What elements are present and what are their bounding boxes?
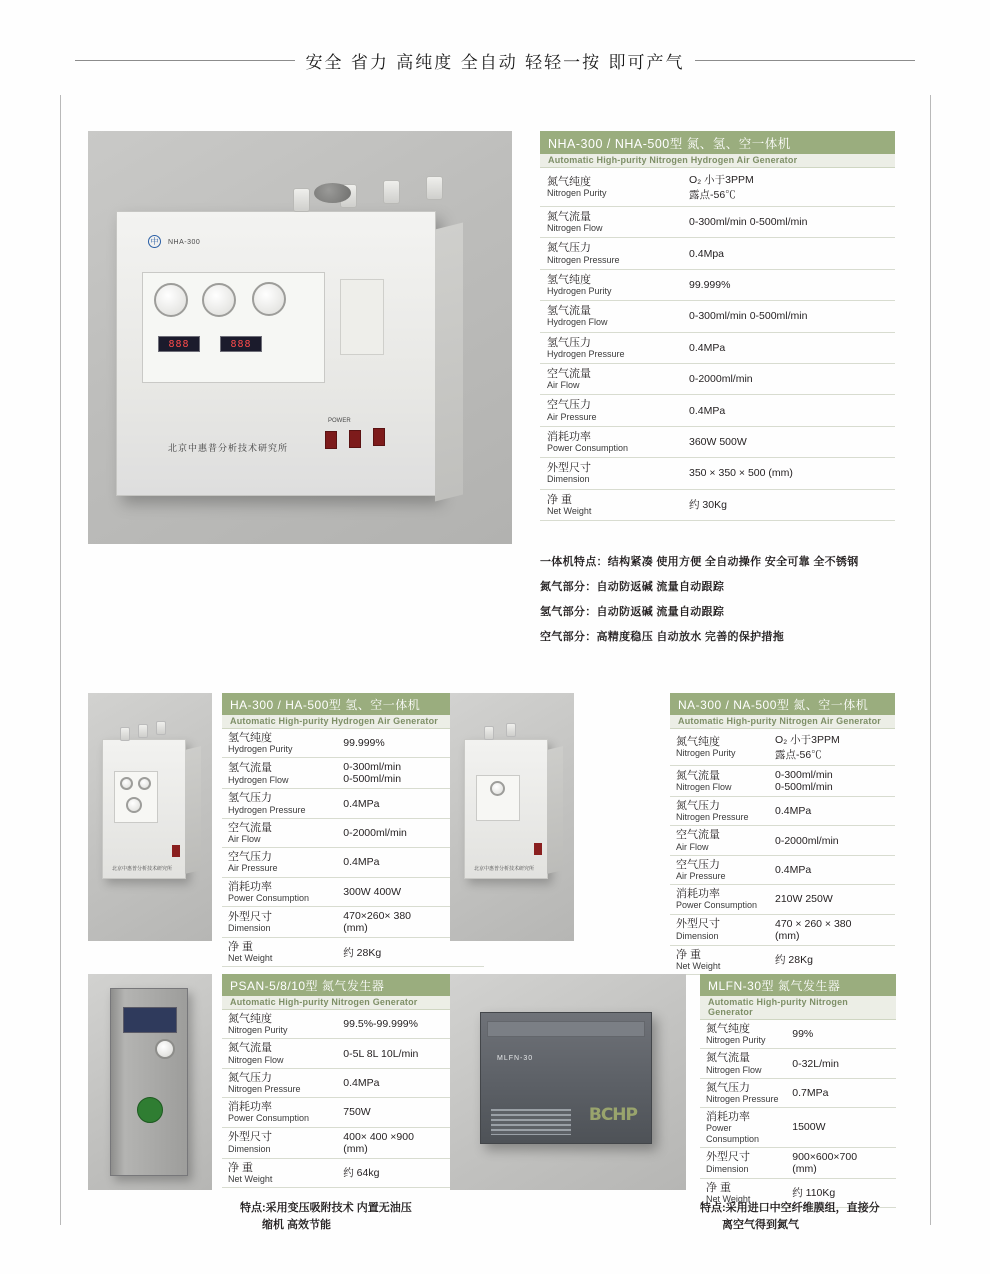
spec-row-value: 99.999% [337, 729, 484, 758]
spec-title: HA-300 / HA-500型 氢、空一体机 [222, 693, 484, 715]
spec-row-label [700, 1108, 786, 1147]
spec-label-cn: 氢气纯度 [547, 273, 591, 286]
header-rule-right [695, 60, 915, 61]
na-photo-brand: 北京中惠普分析技术研究所 [474, 866, 535, 872]
spec-label-en: Net Weight [228, 953, 273, 964]
spec-row-label [540, 395, 682, 426]
mlfn-top-strip [487, 1021, 645, 1037]
spec-label-cn: 空气压力 [228, 851, 272, 864]
spec-label-en: Nitrogen Purity [228, 1025, 288, 1036]
spec-subtitle: Automatic High-purity Nitrogen Hydrogen Air Generator [540, 154, 895, 168]
spec-row-value: 1500W [786, 1108, 896, 1147]
spec-row-value: 0.4MPa [337, 789, 484, 818]
pressure-gauge-icon [202, 283, 236, 317]
spec-label-cn: 消耗功率 [676, 888, 720, 901]
spec-label-en: Hydrogen Purity [547, 286, 612, 297]
spec-row [222, 1010, 484, 1039]
spec-row-value: 0.4MPa [337, 848, 484, 877]
spec-label-cn: 空气压力 [547, 399, 591, 412]
spec-row [222, 758, 484, 789]
left-margin-rule [60, 95, 61, 1225]
spec-row-value: 0-2000ml/min [337, 818, 484, 847]
spec-row-label [540, 458, 682, 489]
spec-label-en: Net Weight [547, 505, 592, 516]
pressure-gauge-icon [138, 777, 151, 790]
gas-port-icon [120, 727, 130, 741]
spec-label-en: Power Consumption [228, 892, 310, 903]
spec-row [222, 1127, 484, 1158]
spec-label-en: Dimension [706, 1163, 749, 1174]
spec-row-label [540, 269, 682, 300]
main-product-photo [88, 131, 512, 544]
spec-label-cn: 消耗功率 [547, 430, 591, 443]
spec-row-label [222, 1039, 337, 1068]
ha-photo-brand: 北京中惠普分析技术研究所 [112, 866, 173, 872]
spec-label-en: Power Consumption [228, 1113, 310, 1124]
spec-row [700, 1020, 896, 1049]
spec-row [670, 914, 895, 945]
spec-label-en: Nitrogen Pressure [228, 1084, 301, 1095]
spec-label-cn: 消耗功率 [706, 1111, 750, 1124]
spec-row [540, 301, 895, 332]
header-rule-left [75, 60, 295, 61]
spec-label-cn: 外型尺寸 [228, 1131, 272, 1144]
spec-label-en: Dimension [676, 930, 719, 941]
power-switch-icon [172, 845, 180, 857]
spec-row-label [222, 877, 337, 906]
spec-row-label [540, 301, 682, 332]
spec-row-value: 0-2000ml/min [682, 363, 895, 394]
spec-label-cn: 净 重 [228, 940, 254, 953]
spec-row-label [222, 1158, 337, 1187]
ha-product-photo [88, 693, 212, 941]
spec-title: PSAN-5/8/10型 氮气发生器 [222, 974, 484, 996]
spec-label-cn: 氮气压力 [547, 242, 591, 255]
spec-row-value: 99% [786, 1020, 896, 1049]
spec-label-cn: 氮气压力 [676, 800, 720, 812]
spec-label-en: Air Pressure [228, 863, 278, 874]
spec-rows [222, 1010, 484, 1188]
power-switch-icon [373, 428, 385, 446]
spec-row [540, 269, 895, 300]
mlfn-note-line1: 特点:采用进口中空纤维膜组，直接分 [700, 1202, 880, 1214]
spec-label-en: Nitrogen Flow [547, 223, 603, 234]
spec-row-value: 0.4MPa [769, 855, 895, 884]
spec-row-label [540, 332, 682, 363]
spec-row-value: 约 110Kg [786, 1178, 896, 1207]
pressure-gauge-icon [126, 797, 142, 813]
spec-label-cn: 外型尺寸 [706, 1151, 750, 1164]
spec-row-value: 350 × 350 × 500 (mm) [682, 458, 895, 489]
spec-row-value: 300W 400W [337, 877, 484, 906]
spec-row [700, 1108, 896, 1147]
spec-row-label [540, 489, 682, 520]
spec-row [540, 458, 895, 489]
spec-label-cn: 氢气压力 [547, 336, 591, 349]
spec-label-cn: 外型尺寸 [547, 462, 591, 475]
spec-row-label [540, 168, 682, 207]
spec-row-value: 0.4MPa [682, 332, 895, 363]
spec-title: NHA-300 / NHA-500型 氮、氢、空一体机 [540, 131, 895, 154]
psan-note [240, 1200, 490, 1233]
spec-subtitle: Automatic High-purity Hydrogen Air Generator [222, 715, 484, 729]
spec-label-cn: 氮气流量 [706, 1052, 750, 1065]
mlfn-note-line2: 离空气得到氮气 [722, 1218, 799, 1231]
spec-label-cn: 消耗功率 [228, 880, 272, 893]
spec-row-value: 99.5%-99.999% [337, 1010, 484, 1039]
spec-rows [670, 729, 895, 975]
spec-label-en: Nitrogen Pressure [706, 1094, 779, 1105]
spec-label-cn: 净 重 [228, 1161, 254, 1174]
spec-rows [540, 168, 895, 521]
spec-row-value: O₂ 小于3PPM 露点-56℃ [769, 729, 895, 766]
psan-display [123, 1007, 177, 1033]
spec-label-cn: 空气压力 [676, 858, 720, 871]
spec-label-cn: 净 重 [676, 948, 702, 961]
spec-label-en: Nitrogen Purity [706, 1035, 766, 1046]
gas-port-icon [156, 721, 166, 735]
company-logo-icon: 中 [148, 235, 161, 248]
spec-row [700, 1049, 896, 1078]
photo-brand-text: 北京中惠普分析技术研究所 [168, 443, 289, 453]
spec-label-cn: 氮气纯度 [547, 175, 591, 188]
spec-label-cn: 氮气流量 [547, 211, 591, 223]
spec-subtitle: Automatic High-purity Nitrogen Generator [700, 996, 896, 1020]
spec-label-cn: 氢气流量 [228, 762, 272, 775]
spec-label-en: Nitrogen Flow [228, 1054, 284, 1065]
spec-row [670, 826, 895, 855]
spec-label-en: Hydrogen Flow [547, 317, 608, 328]
spec-row-label [222, 1010, 337, 1039]
spec-row [540, 426, 895, 457]
spec-row [222, 1098, 484, 1127]
spec-row-value: 470×260× 380 (mm) [337, 906, 484, 937]
page-header [0, 48, 990, 73]
spec-row-value: 0-300ml/min 0-500ml/min [682, 207, 895, 238]
spec-row-value: 0.4MPa [682, 395, 895, 426]
spec-row-value: 约 64kg [337, 1158, 484, 1187]
spec-label-cn: 氮气流量 [228, 1042, 272, 1055]
spec-row [222, 937, 484, 966]
mlfn-model-plate: MLFN-30 [497, 1055, 534, 1062]
spec-label-cn: 外型尺寸 [228, 910, 272, 923]
power-switch-icon [325, 431, 337, 449]
spec-row [222, 789, 484, 818]
psan-spec-table [222, 974, 484, 1188]
spec-label-en: Dimension [228, 1143, 271, 1154]
spec-row-value: 900×600×700 (mm) [786, 1147, 896, 1178]
spec-subtitle: Automatic High-purity Nitrogen Generator [222, 996, 484, 1010]
panel-side-label [340, 279, 384, 355]
spec-label-en: Net Weight [676, 960, 721, 971]
spec-row-label [222, 1127, 337, 1158]
spec-label-cn: 氮气压力 [228, 1071, 272, 1084]
spec-row [222, 1039, 484, 1068]
spec-row [540, 395, 895, 426]
spec-row [670, 797, 895, 826]
spec-row [222, 1068, 484, 1097]
spec-row [670, 729, 895, 766]
power-label: POWER [328, 418, 351, 424]
spec-row [700, 1078, 896, 1107]
mlfn-note [700, 1200, 915, 1233]
mlfn-vent-grille [491, 1109, 571, 1135]
spec-label-en: Nitrogen Purity [676, 748, 736, 759]
gas-port-icon [506, 723, 516, 737]
spec-label-en: Hydrogen Purity [228, 744, 293, 755]
spec-row-value: 约 30Kg [682, 489, 895, 520]
spec-label-cn: 氮气纯度 [706, 1023, 750, 1035]
spec-label-cn: 氢气压力 [228, 792, 272, 805]
spec-label-cn: 净 重 [547, 493, 573, 506]
right-margin-rule [930, 95, 931, 1225]
spec-row-label [540, 363, 682, 394]
spec-label-en: Nitrogen Flow [676, 782, 732, 793]
spec-row-value: 约 28Kg [769, 945, 895, 974]
spec-row-value: 0-32L/min [786, 1049, 896, 1078]
spec-rows [222, 729, 484, 967]
spec-label-en: Air Pressure [676, 871, 726, 882]
feature-item: 氢气部分：自动防返碱 流量自动跟踪 [540, 606, 725, 618]
gas-port-icon [383, 180, 400, 204]
na-spec-table [670, 693, 895, 975]
power-switch-icon [534, 843, 542, 855]
spec-title: NA-300 / NA-500型 氮、空一体机 [670, 693, 895, 715]
spec-label-en: Dimension [228, 923, 271, 934]
spec-label-en: Net Weight [706, 1193, 751, 1204]
spec-row-label [700, 1020, 786, 1049]
feature-item: 氮气部分：自动防返碱 流量自动跟踪 [540, 581, 725, 593]
psan-emblem-icon [137, 1097, 163, 1123]
spec-label-en: Hydrogen Pressure [547, 348, 625, 359]
gas-port-icon [138, 724, 148, 738]
spec-row-label [670, 797, 769, 826]
spec-label-en: Power Consumption [706, 1123, 760, 1144]
spec-label-en: Air Flow [676, 841, 709, 852]
spec-row-label [670, 945, 769, 974]
spec-label-cn: 消耗功率 [228, 1101, 272, 1114]
spec-label-en: Air Flow [547, 380, 580, 391]
spec-row-value: 99.999% [682, 269, 895, 300]
spec-row [222, 818, 484, 847]
spec-row [670, 855, 895, 884]
page-headline: 安全 省力 高纯度 全自动 轻轻一按 即可产气 [305, 53, 685, 73]
spec-row-label [222, 937, 337, 966]
spec-label-cn: 氢气流量 [547, 305, 591, 318]
spec-row-label [670, 766, 769, 797]
mlfn-brand-logo: BCHP [588, 1105, 637, 1125]
main-spec-table [540, 131, 895, 521]
feature-item: 一体机特点：结构紧凑 使用方便 全自动操作 安全可靠 全不锈钢 [540, 556, 859, 568]
power-switch-icon [349, 430, 361, 448]
led-display-left: 888 [158, 336, 200, 352]
spec-row [670, 945, 895, 974]
spec-row-label [222, 848, 337, 877]
spec-label-en: Nitrogen Pressure [547, 254, 620, 265]
spec-row-value: 470 × 260 × 380 (mm) [769, 914, 895, 945]
spec-row-value: 750W [337, 1098, 484, 1127]
pressure-gauge-icon [155, 1039, 175, 1059]
spec-row [222, 877, 484, 906]
spec-label-cn: 空气流量 [228, 821, 272, 834]
spec-row-label [670, 729, 769, 766]
spec-row-value: 0-300ml/min 0-500ml/min [769, 766, 895, 797]
pressure-gauge-icon [490, 781, 505, 796]
spec-label-en: Dimension [547, 474, 590, 485]
psan-note-line1: 特点:采用变压吸附技术 内置无油压 [240, 1202, 412, 1214]
spec-row-label [222, 758, 337, 789]
pressure-gauge-icon [252, 282, 286, 316]
spec-row-label [670, 885, 769, 914]
gas-port-icon [293, 188, 310, 212]
spec-row-label [222, 1098, 337, 1127]
led-display-right: 888 [220, 336, 262, 352]
spec-row-value: 0.4MPa [769, 797, 895, 826]
spec-label-cn: 氮气纯度 [228, 1013, 272, 1025]
spec-row-value: O₂ 小于3PPM 露点-56℃ [682, 168, 895, 207]
spec-row [222, 848, 484, 877]
spec-label-en: Net Weight [228, 1173, 273, 1184]
psan-note-line2: 缩机 高效节能 [262, 1218, 332, 1231]
spec-row-value: 400× 400 ×900 (mm) [337, 1127, 484, 1158]
spec-row-label [540, 238, 682, 269]
spec-row-value: 0.4Mpa [682, 238, 895, 269]
pressure-gauge-icon [120, 777, 133, 790]
psan-product-photo [88, 974, 212, 1190]
spec-label-en: Nitrogen Flow [706, 1064, 762, 1075]
spec-title: MLFN-30型 氮气发生器 [700, 974, 896, 996]
spec-label-cn: 外型尺寸 [676, 918, 720, 931]
spec-row-label [222, 906, 337, 937]
spec-label-cn: 净 重 [706, 1181, 732, 1194]
main-unit-model-plate: NHA-300 [168, 239, 201, 246]
spec-row-value: 210W 250W [769, 885, 895, 914]
spec-row-value: 0.4MPa [337, 1068, 484, 1097]
spec-row-value: 0.7MPa [786, 1078, 896, 1107]
spec-row [540, 238, 895, 269]
spec-label-en: Hydrogen Flow [228, 774, 289, 785]
spec-row [540, 332, 895, 363]
spec-label-en: Power Consumption [547, 443, 629, 454]
spec-row-label [222, 789, 337, 818]
spec-row-value: 0-300ml/min 0-500ml/min [337, 758, 484, 789]
spec-label-en: Air Flow [228, 834, 261, 845]
spec-row-value: 0-2000ml/min [769, 826, 895, 855]
spec-row-label [670, 826, 769, 855]
spec-label-cn: 空气流量 [676, 829, 720, 842]
spec-row-label [222, 729, 337, 758]
spec-row [540, 168, 895, 207]
spec-row [670, 766, 895, 797]
spec-row [700, 1147, 896, 1178]
spec-row [222, 729, 484, 758]
mlfn-unit-body [480, 1012, 652, 1144]
spec-row-label [700, 1049, 786, 1078]
spec-rows [700, 1020, 896, 1208]
spec-label-cn: 氮气纯度 [676, 735, 720, 748]
spec-label-en: Hydrogen Pressure [228, 804, 306, 815]
spec-row [540, 363, 895, 394]
spec-row-label [540, 207, 682, 238]
spec-label-cn: 氮气流量 [676, 769, 720, 782]
gas-port-icon [426, 176, 443, 200]
spec-row-value: 0-300ml/min 0-500ml/min [682, 301, 895, 332]
spec-row-label [222, 818, 337, 847]
spec-row [540, 489, 895, 520]
mlfn-product-photo [450, 974, 686, 1190]
spec-row-label [670, 855, 769, 884]
spec-row [670, 885, 895, 914]
spec-row-label [670, 914, 769, 945]
spec-row-value: 约 28Kg [337, 937, 484, 966]
spec-subtitle: Automatic High-purity Nitrogen Air Generator [670, 715, 895, 729]
top-cap-icon [314, 183, 351, 203]
spec-row-label [540, 426, 682, 457]
pressure-gauge-icon [154, 283, 188, 317]
feature-item: 空气部分：高精度稳压 自动放水 完善的保护措拖 [540, 631, 785, 643]
na-product-photo [450, 693, 574, 941]
spec-label-en: Nitrogen Pressure [676, 812, 749, 823]
psan-cabinet-body [110, 988, 188, 1176]
spec-row-label [222, 1068, 337, 1097]
spec-row [222, 906, 484, 937]
spec-row-value: 360W 500W [682, 426, 895, 457]
spec-label-cn: 氢气纯度 [228, 732, 272, 744]
spec-row [540, 207, 895, 238]
spec-label-en: Air Pressure [547, 411, 597, 422]
spec-row-value: 0-5L 8L 10L/min [337, 1039, 484, 1068]
gas-port-icon [484, 726, 494, 740]
spec-label-cn: 空气流量 [547, 367, 591, 380]
mlfn-spec-table [700, 974, 896, 1208]
spec-label-cn: 氮气压力 [706, 1081, 750, 1094]
spec-label-en: Nitrogen Purity [547, 188, 607, 199]
ha-spec-table [222, 693, 484, 967]
spec-row-label [700, 1147, 786, 1178]
feature-list [540, 553, 900, 653]
spec-row [222, 1158, 484, 1187]
spec-label-en: Power Consumption [676, 900, 758, 911]
spec-row-label [700, 1078, 786, 1107]
